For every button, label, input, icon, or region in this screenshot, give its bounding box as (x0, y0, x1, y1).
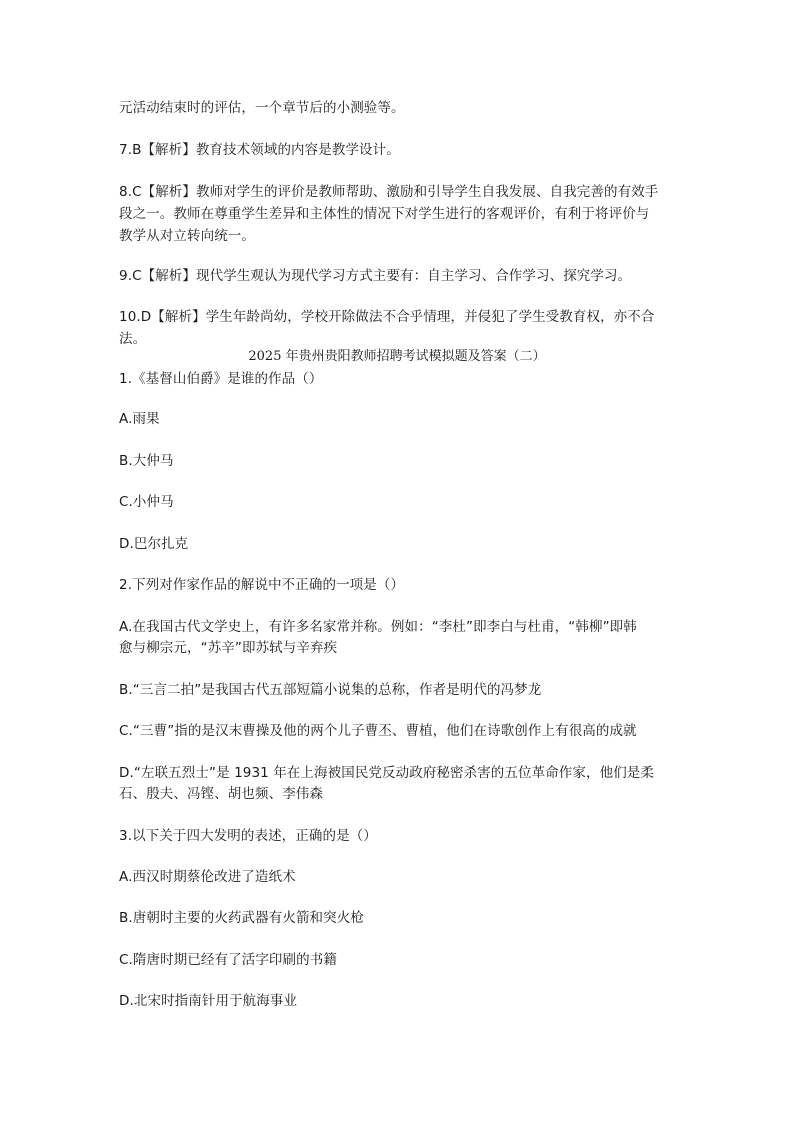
question-3-option-c: C.隋唐时期已经有了活字印刷的书籍 (119, 952, 337, 968)
answer-continuation: 元活动结束时的评估，一个章节后的小测验等。 (119, 100, 405, 116)
question-2-option-d-line-2: 石、殷夫、冯铿、胡也频、李伟森 (119, 786, 323, 802)
answer-7: 7.B【解析】教育技术领域的内容是教学设计。 (119, 142, 400, 158)
question-1-option-b: B.大仲马 (119, 453, 174, 469)
question-3-option-d: D.北宋时指南针用于航海事业 (119, 993, 298, 1009)
answer-8-line-3: 教学从对立转向统一。 (119, 228, 255, 244)
exam-title: 2025 年贵州贵阳教师招聘考试模拟题及答案（二） (248, 349, 546, 364)
question-1-option-a: A.雨果 (119, 411, 160, 427)
question-3-stem: 3.以下关于四大发明的表述，正确的是（） (119, 828, 377, 844)
question-3-option-a: A.西汉时期蔡伦改进了造纸术 (119, 869, 296, 885)
question-2-option-b: B.“三言二拍”是我国古代五部短篇小说集的总称，作者是明代的冯梦龙 (119, 682, 542, 698)
answer-10-line-1: 10.D【解析】学生年龄尚幼，学校开除做法不合乎情理，并侵犯了学生受教育权，亦不合 (119, 309, 655, 325)
answer-9: 9.C【解析】现代学生观认为现代学习方式主要有：自主学习、合作学习、探究学习。 (119, 268, 632, 284)
question-1-option-c: C.小仲马 (119, 494, 174, 510)
question-2-option-a-line-2: 愈与柳宗元，“苏辛”即苏轼与辛弃疾 (119, 640, 338, 656)
question-1-stem: 1.《基督山伯爵》是谁的作品（） (119, 371, 323, 387)
answer-8-line-1: 8.C【解析】教师对学生的评价是教师帮助、激励和引导学生自我发展、自我完善的有效手 (119, 184, 659, 200)
question-2-option-a-line-1: A.在我国古代文学史上，有许多名家常并称。例如：“李杜”即李白与杜甫，“韩柳”即韩 (119, 619, 637, 635)
question-2-option-c: C.“三曹”指的是汉末曹操及他的两个儿子曹丕、曹植，他们在诗歌创作上有很高的成就 (119, 723, 637, 739)
question-2-option-d-line-1: D.“左联五烈士”是 1931 年在上海被国民党反动政府秘密杀害的五位革命作家，他们是柔 (119, 765, 655, 781)
answer-8-line-2: 段之一。教师在尊重学生差异和主体性的情况下对学生进行的客观评价，有利于将评价与 (119, 206, 650, 222)
question-1-option-d: D.巴尔扎克 (119, 536, 189, 552)
question-3-option-b: B.唐朝时主要的火药武器有火箭和突火枪 (119, 910, 364, 926)
question-2-stem: 2.下列对作家作品的解说中不正确的一项是（） (119, 577, 405, 593)
answer-10-line-2: 法。 (119, 331, 147, 347)
